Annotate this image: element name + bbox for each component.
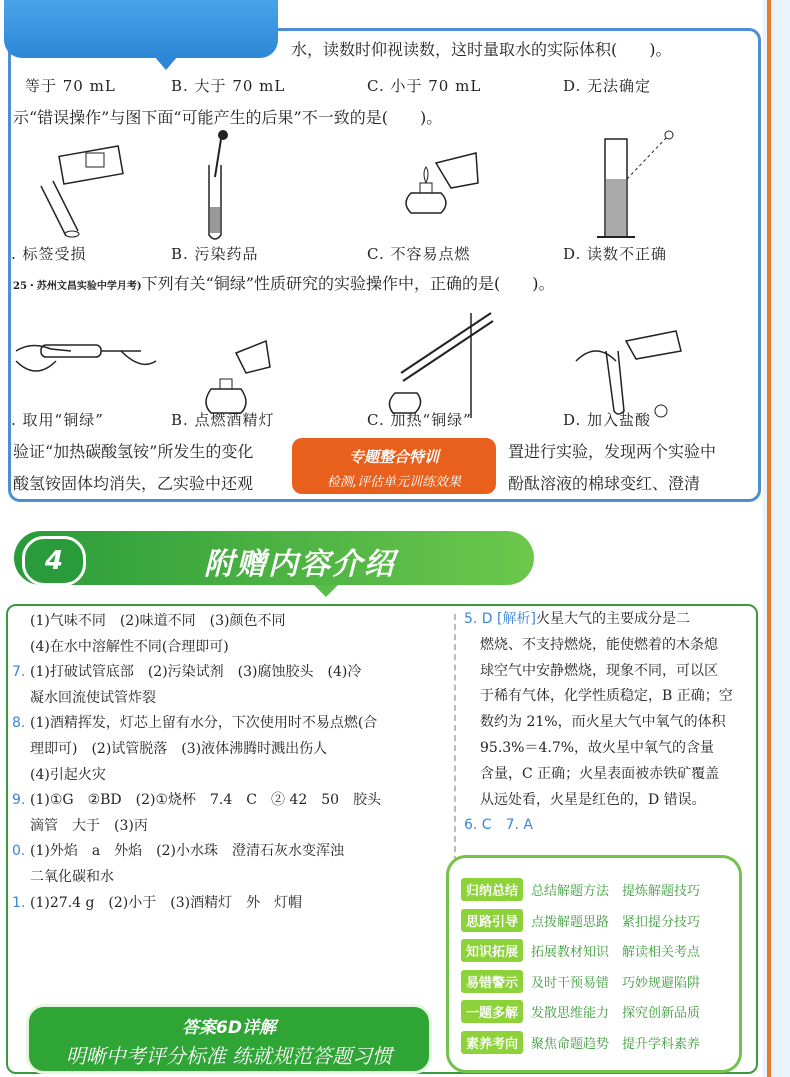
answer-line <box>12 866 114 886</box>
legend-tag: 思路引导 <box>461 909 523 932</box>
legend-description: 及时干预易错 巧妙规避陷阱 <box>531 975 701 991</box>
answer-text: 数约为 21%，而火星大气中氧气的体积 <box>480 714 726 731</box>
answer-text: 含量，C 正确；火星表面被赤铁矿覆盖 <box>480 765 720 782</box>
answer-line <box>12 815 148 835</box>
question-line: 验证“加热碳酸氢铵”所发生的变化 <box>13 442 254 461</box>
legend-row <box>461 1031 700 1053</box>
legend-description: 发散思维能力 探究创新品质 <box>531 1006 701 1021</box>
question-stem <box>13 271 555 294</box>
answer-text: (1)气味不同 (2)味道不同 (3)颜色不同 <box>30 613 286 629</box>
lamp-lighting-illustration-2 <box>196 323 286 423</box>
answer-text: 从远处看，火星是红色的，D 错误。 <box>480 791 706 808</box>
question-line: 酸氢铵固体均消失，乙实验中还观 <box>13 474 254 493</box>
answer-text: (1)打破试管底部 (2)污染试剂 (3)腐蚀胶头 (4)冷 <box>30 664 362 681</box>
pour-liquid-illustration <box>21 131 131 241</box>
legend-tag: 易错警示 <box>461 970 523 993</box>
answer-line <box>12 764 106 784</box>
section-header <box>14 531 534 585</box>
feature-legend <box>446 855 742 1073</box>
option-d: D. 无法确定 <box>563 77 652 95</box>
question-line: 水，读数时仰视读数，这时量取水的实际体积( )。 <box>291 40 672 59</box>
answer-number: 7. <box>12 664 26 681</box>
banner-subtitle: 检测,评估单元训练效果 <box>326 475 462 490</box>
option-a: . 取用“铜绿” <box>11 411 104 429</box>
question-stem: 示“错误操作”与图下面“可能产生的后果”不一致的是( )。 <box>13 108 443 127</box>
section-title: 附赠内容介绍 <box>204 547 396 582</box>
answer-line <box>480 789 706 809</box>
answer-line <box>12 738 327 758</box>
answer-number: 6. C 7. A <box>464 817 533 834</box>
answer-line <box>480 711 726 731</box>
answer-line <box>12 636 229 656</box>
answer-line <box>12 840 344 860</box>
answer-text: (1)外焰 a 外焰 (2)小水珠 澄清石灰水变浑浊 <box>30 843 345 860</box>
question-line: 置进行实验，发现两个实验中 <box>508 442 717 461</box>
question-source: 25・苏州文昌实验中学月考) <box>13 281 142 292</box>
lamp-lighting-illustration <box>396 143 486 243</box>
answer-banner-title: 答案6D详解 <box>182 1018 276 1038</box>
answer-text: (1)酒精挥发，灯芯上留有水分，下次使用时不易点燃(合 <box>30 715 378 732</box>
answer-text: 95.3%＝4.7%，故火星中氧气的含量 <box>480 740 715 756</box>
answer-text: (1)①G ②BD (2)①烧杯 7.4 C ② 42 50 胶头 <box>30 792 382 809</box>
question-line: 酚酞溶液的棉球变红、澄清 <box>508 474 701 493</box>
add-acid-illustration <box>566 301 696 421</box>
option-a: . 标签受损 <box>11 245 87 263</box>
legend-description: 总结解题方法 提炼解题技巧 <box>531 884 701 899</box>
legend-description: 点拨解题思路 紧扣提分技巧 <box>531 914 701 930</box>
option-b: B. 点燃酒精灯 <box>171 411 275 429</box>
answer-text: 于稀有气体，化学性质稳定，B 正确；空 <box>480 688 733 705</box>
answer-text: 理即可) (2)试管脱落 (3)液体沸腾时溅出伤人 <box>30 741 328 757</box>
option-a: 等于 70 mL <box>25 77 116 95</box>
answer-number: 9. <box>12 792 26 809</box>
feature-banner <box>292 438 496 494</box>
legend-description: 聚焦命题趋势 提升学科素养 <box>531 1036 701 1052</box>
answer-line <box>12 892 302 912</box>
option-d: D. 读数不正确 <box>563 245 668 263</box>
answer-line <box>480 634 718 654</box>
answer-line <box>12 789 381 809</box>
option-c: C. 加热“铜绿” <box>367 411 472 429</box>
blue-callout-tab <box>4 0 278 58</box>
answer-text: 燃烧、不支持燃烧，能使燃着的木条熄 <box>480 636 718 653</box>
answer-line <box>480 737 714 757</box>
answer-line <box>12 610 286 630</box>
answer-text: 滴管 大于 (3)丙 <box>30 817 148 834</box>
answer-line <box>12 661 361 681</box>
option-b: B. 大于 70 mL <box>171 77 286 95</box>
answer-text: (1)27.4 g (2)小于 (3)酒精灯 外 灯帽 <box>30 894 303 911</box>
answer-number: 1. <box>12 894 26 911</box>
answer-line <box>480 685 733 705</box>
answer-text: 二氧化碳和水 <box>30 869 114 885</box>
answer-text: (4)在水中溶解性不同(合理即可) <box>30 638 229 655</box>
answer-detail-banner <box>26 1004 432 1074</box>
answer-line <box>464 814 533 834</box>
answer-banner-subtitle: 明晰中考评分标准 练就规范答题习惯 <box>65 1044 393 1068</box>
legend-tag: 一题多解 <box>461 1000 523 1023</box>
exam-sample-panel <box>8 28 761 502</box>
answer-line <box>12 687 156 707</box>
legend-description: 拓展教材知识 解读相关考点 <box>531 945 701 960</box>
section-number: 4 <box>22 536 86 586</box>
option-d: D. 加入盐酸 <box>563 411 652 429</box>
answer-line <box>464 608 690 628</box>
dropper-illustration <box>201 127 241 247</box>
edge-line <box>767 0 771 1077</box>
option-c: C. 小于 70 mL <box>367 77 482 95</box>
answer-line <box>480 660 718 680</box>
answer-text: 火星大气的主要成分是二 <box>535 611 690 627</box>
legend-tag: 归纳总结 <box>461 878 523 901</box>
answer-text: 球空气中安静燃烧，现象不同，可以区 <box>480 662 718 679</box>
legend-row <box>461 1000 700 1022</box>
legend-row <box>461 970 700 992</box>
graduated-cylinder-illustration <box>591 129 681 244</box>
option-b: B. 污染药品 <box>171 245 259 263</box>
answer-line <box>480 763 719 783</box>
answer-number: 0. <box>12 843 26 860</box>
answer-line <box>12 712 377 732</box>
banner-title: 专题整合特训 <box>348 448 439 466</box>
take-powder-illustration <box>11 321 161 401</box>
answer-text: 凝水回流使试管炸裂 <box>30 689 156 706</box>
heat-tube-illustration <box>381 303 501 423</box>
analysis-tag: [解析] <box>497 611 536 627</box>
answer-number: 5. D <box>464 611 498 627</box>
legend-tag: 知识拓展 <box>461 939 523 962</box>
answer-text: (4)引起火灾 <box>30 766 106 783</box>
answer-number: 8. <box>12 715 26 732</box>
section-pointer <box>314 585 338 597</box>
legend-row <box>461 909 700 931</box>
question-text: 下列有关“铜绿”性质研究的实验操作中，正确的是( )。 <box>141 274 555 293</box>
callout-pointer <box>154 56 178 70</box>
legend-tag: 素养考向 <box>461 1031 523 1054</box>
legend-row <box>461 878 700 900</box>
option-c: C. 不容易点燃 <box>367 245 471 263</box>
legend-row <box>461 939 700 961</box>
right-page-edge <box>763 0 790 1077</box>
